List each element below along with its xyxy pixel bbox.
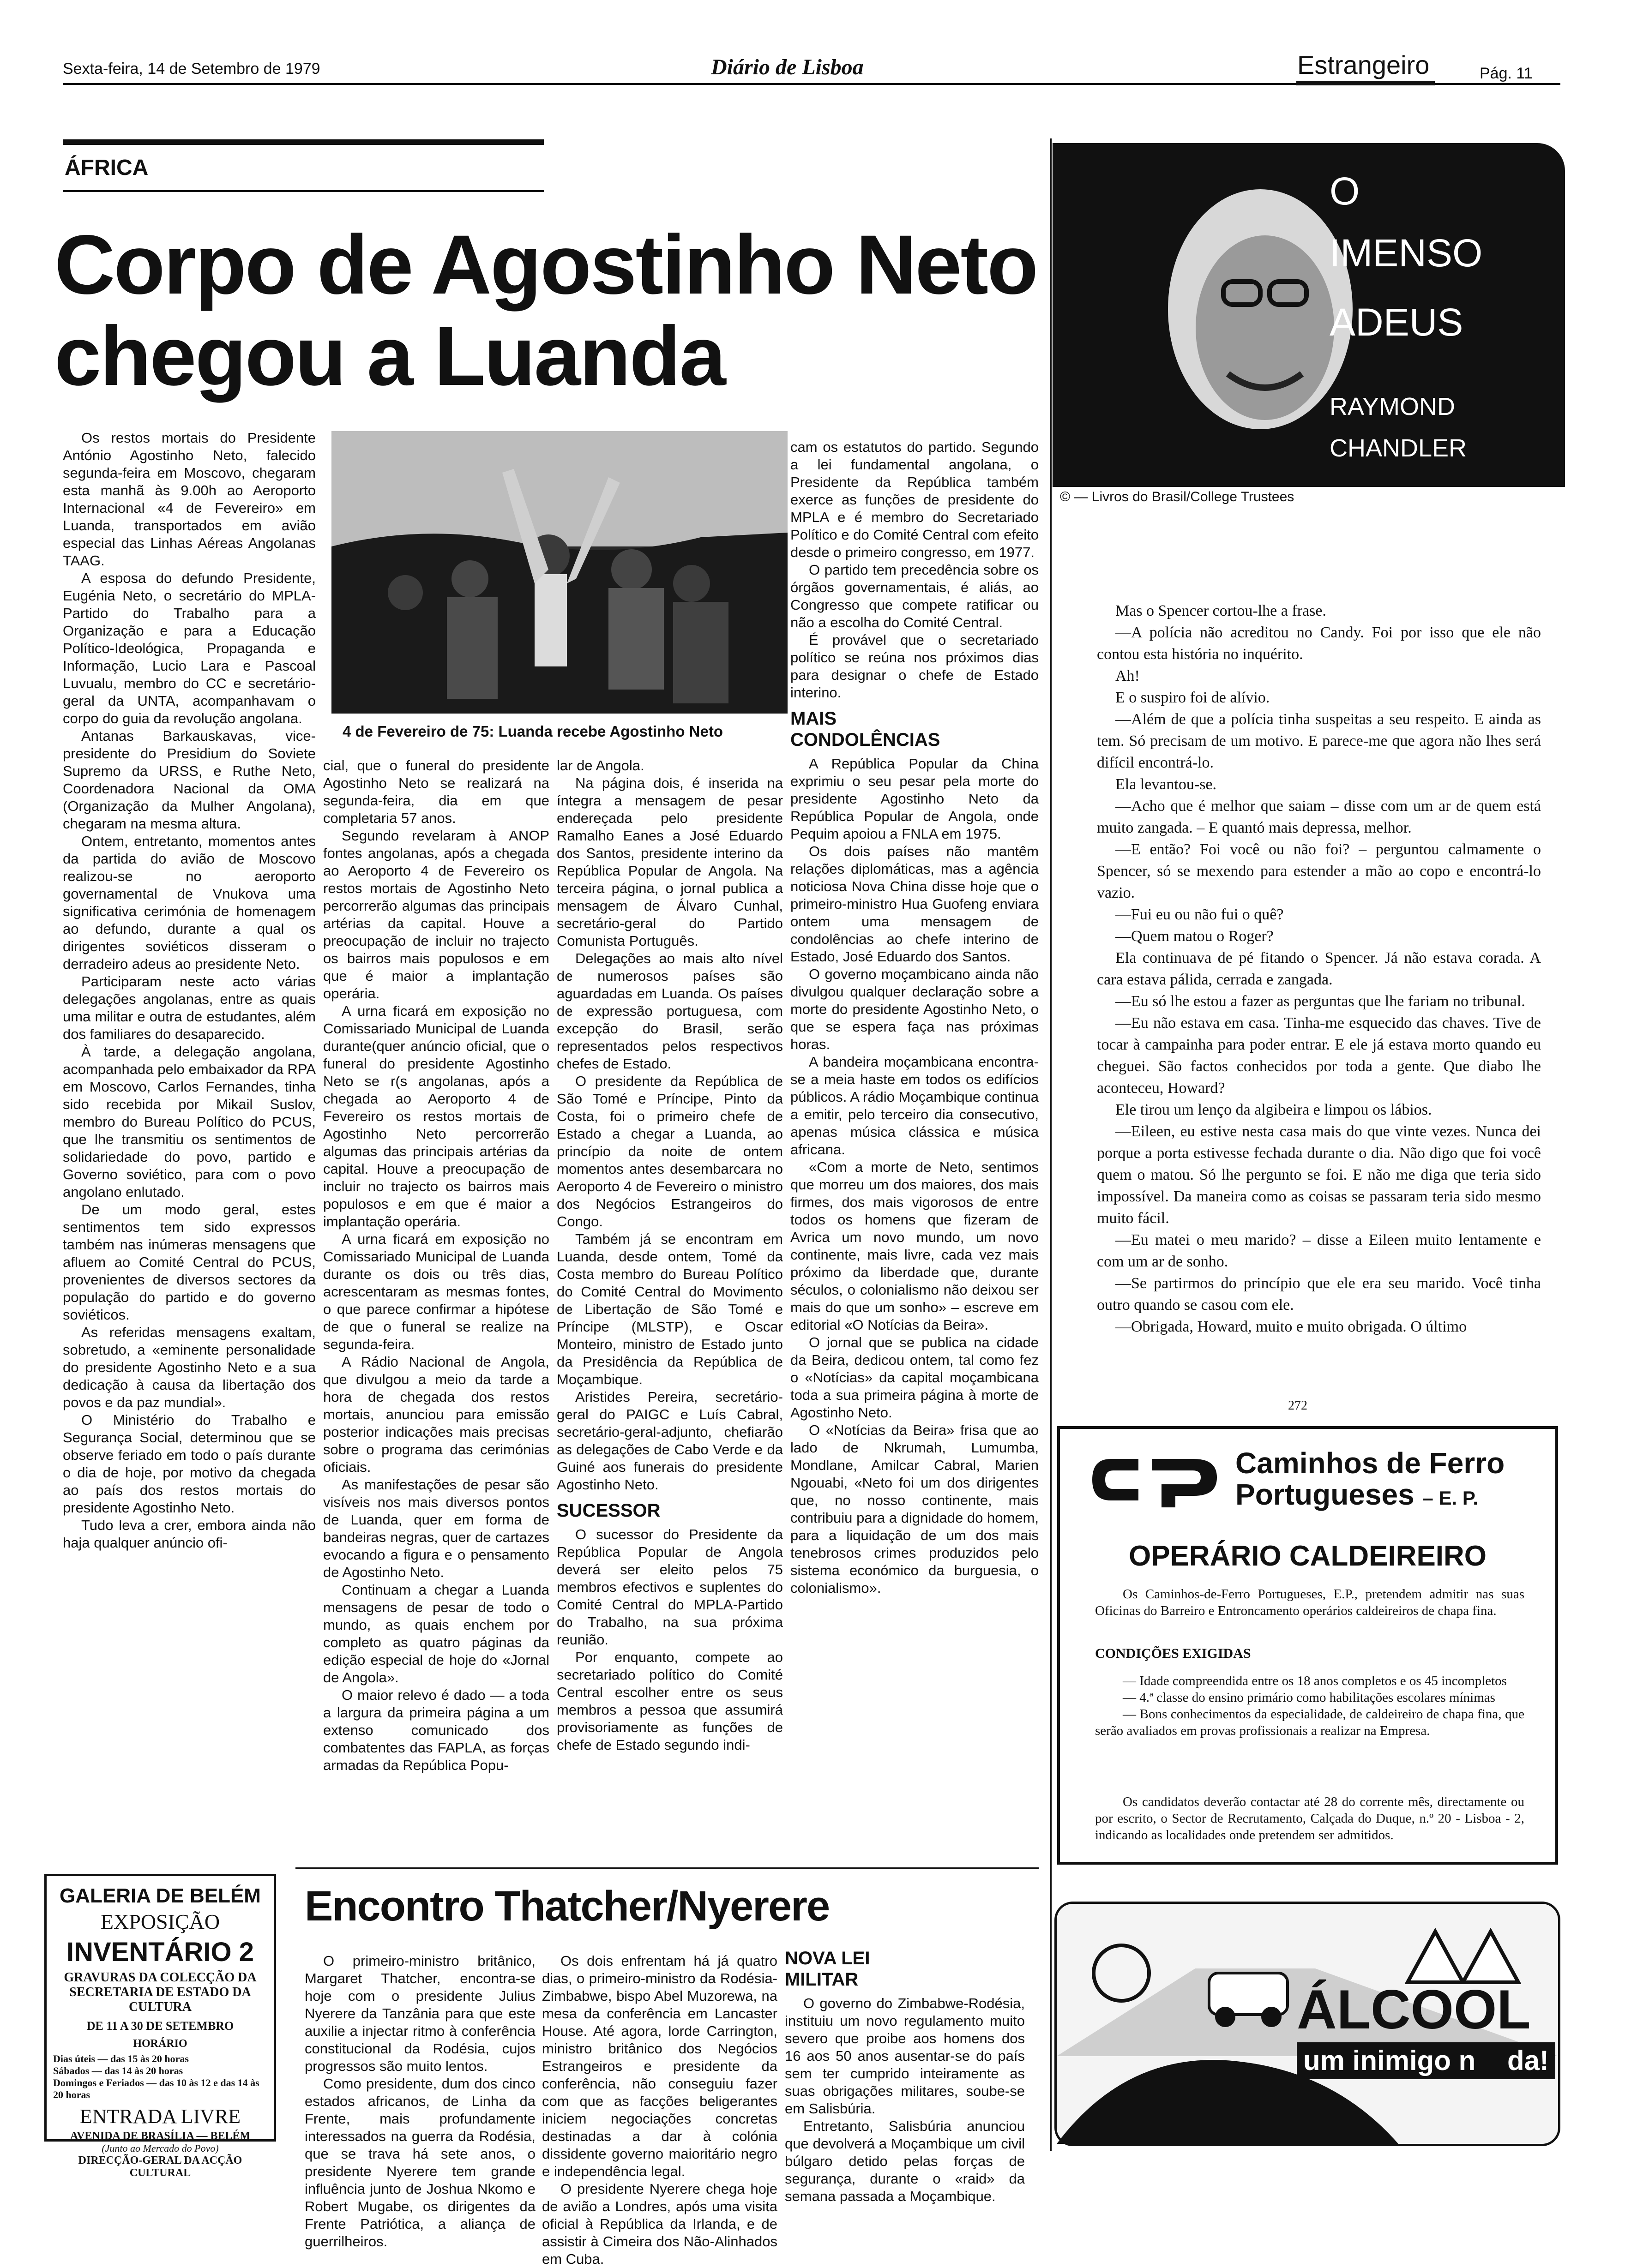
subhead-nova-lei-militar xyxy=(785,1948,1025,1990)
main-headline-line1: Corpo de Agostinho Neto xyxy=(54,217,1037,312)
gallery-hours xyxy=(53,2053,267,2101)
paragraph: A República Popular da China exprimiu o seu pesar pela morte do presidente Agostinho Neto da República Popular de Angola, onde Pequim apoiou a FNLA em 1975. xyxy=(790,756,1039,842)
gallery-address1: AVENIDA DE BRASÍLIA — BELÉM xyxy=(70,2130,251,2142)
cp-job-title: OPERÁRIO CALDEIREIRO xyxy=(1128,1540,1487,1572)
paragraph: Delegações ao mais alto nível de numerosos países são aguardadas em Luanda. Os países de expressão portuguesa, com excepção do Brasil, serão representados pelos respectivos chefes de Estado. xyxy=(557,950,783,1072)
subhead-mais-condolencias xyxy=(790,708,1039,750)
gallery-org: DIRECÇÃO-GERAL DA ACÇÃO CULTURAL xyxy=(78,2154,242,2179)
book-author-first: RAYMOND xyxy=(1330,393,1456,420)
paragraph: Ele tirou um lenço da algibeira e limpou os lábios. xyxy=(1115,1101,1432,1118)
gallery-desc: GRAVURAS DA COLECÇÃO DA SECRETARIA DE ESTADO DA CULTURA xyxy=(64,1970,257,2014)
book-copyright: © — Livros do Brasil/College Trustees xyxy=(1060,489,1294,504)
paragraph: —Eileen, eu estive nesta casa mais do que vinte vezes. Nunca dei porque a porta estivesse fechada durante o dia. Não digo que foi você quem o matou. Só lhe pergunto se foi. E não me diga que teria sido impossível. Da maneira como as coisas se passaram teria sido mesmo muito fácil. xyxy=(1097,1123,1541,1227)
paragraph: De um modo geral, estes sentimentos tem sido expressos também nas inúmeras mensagens que afluem ao Comité Central do PCUS, provenientes de diversos sectores da população do partido e do governo soviéticos. xyxy=(63,1201,316,1323)
subhead-line: NOVA LEI xyxy=(785,1948,870,1968)
book-title-o: O xyxy=(1330,169,1360,213)
main-col-1 xyxy=(63,429,316,1860)
cp-company-name: Portugueses xyxy=(1235,1478,1414,1511)
kicker-rule-bottom xyxy=(63,190,544,192)
gallery-hours-line: Domingos e Feriados — das 10 às 12 e das 14 às 20 horas xyxy=(53,2077,259,2100)
section-rule xyxy=(1296,81,1435,85)
cp-logo-icon xyxy=(1088,1452,1226,1507)
subhead-line: MILITAR xyxy=(785,1969,859,1990)
paragraph: Continuam a chegar a Luanda mensagens de pesar de todo o mundo, as quais enchem por completo as quatro páginas da edição especial de hoje do «Jornal de Angola». xyxy=(323,1582,549,1686)
paragraph: Mas o Spencer cortou-lhe a frase. xyxy=(1115,602,1326,619)
paragraph: O sucessor do Presidente da República Popular de Angola deverá ser eleito pelos 75 membros efectivos e suplentes do Comité Central do MPLA-Partido do Trabalho, na sua próxima reunião. xyxy=(557,1526,783,1648)
alcool-tagline-box xyxy=(1297,2042,1555,2079)
alcool-tagline-end: da! xyxy=(1507,2045,1549,2076)
gallery-title: GALERIA DE BELÉM xyxy=(60,1884,261,1907)
masthead-page: Pág. 11 xyxy=(1480,65,1533,82)
paragraph: Entretanto, Salisbúria anunciou que devolverá a Moçambique um civil búlgaro detido pelas forças de segurança, durante o «raid» da semana passada a Moçambique. xyxy=(785,2118,1025,2204)
paragraph: Segundo revelaram à ANOP fontes angolanas, após a chegada ao Aeroporto 4 de Fevereiro os restos mortais de Agostinho Neto percorrerão algumas das principais artérias da capital. Houve a preocupação de incluir no trajecto os bairros mais populosos e em que é maior a implantação operária. xyxy=(323,828,549,1002)
cp-company-line2 xyxy=(1235,1479,1478,1514)
paragraph: Ela levantou-se. xyxy=(1115,776,1217,793)
paragraph: Também já se encontram em Luanda, desde ontem, Tomé da Costa membro do Bureau Político do Comité Central do Movimento de Libertação de São Tomé e Príncipe (MLSTP), e Oscar Monteiro, ministro de Estado junto da Presidência da República de Moçambique. xyxy=(557,1231,783,1387)
paragraph: Os restos mortais do Presidente António Agostinho Neto, falecido segunda-feira em Moscovo, chegaram esta manhã às 9.00h ao Aeroporto Internacional «4 de Fevereiro» em Luanda, transportados em avião especial das Linhas Aéreas Angolanas TAAG. xyxy=(63,430,316,569)
subhead-line: MAIS xyxy=(790,708,837,729)
main-col-3 xyxy=(557,757,783,1860)
alcool-word: ÁLCOOL xyxy=(1297,1979,1531,2040)
thatcher-col-2 xyxy=(542,1952,777,2267)
cp-condition: — Idade compreendida entre os 18 anos completos e os 45 incompletos xyxy=(1123,1674,1507,1688)
paragraph: A urna ficará em exposição no Comissariado Municipal de Luanda durante(quer anúncio oficial, que o funeral do presidente Agostinho Neto se r(s angolanas, após a chegada ao Aeroporto 4 de Fevereiro os restos mortais de Agostinho Neto percorrerão algumas das principais artérias da capital. Houve a preocupação de incluir no trajecto os bairros mais populosos e em que é maior a implantação operária. xyxy=(323,1003,549,1230)
cp-conditions xyxy=(1095,1673,1524,1739)
gallery-exposicao: EXPOSIÇÃO xyxy=(100,1910,220,1933)
book-author-last: CHANDLER xyxy=(1330,434,1467,462)
book-text xyxy=(1097,600,1541,1338)
paragraph: O partido tem precedência sobre os órgãos governamentais, é aliás, ao Congresso que compete ratificar ou não a escolha do Comité Central. xyxy=(790,562,1039,630)
paragraph: —Eu matei o meu marido? – disse a Eileen muito lentamente e com um ar de sonho. xyxy=(1097,1231,1541,1270)
paragraph: —Além de que a polícia tinha suspeitas a seu respeito. E ainda as tem. Só precisam de um motivo. E parece-me que agora não lhes será difícil encontrá-lo. xyxy=(1097,711,1541,771)
paragraph: A bandeira moçambicana encontra-se a meia haste em todos os edifícios públicos. A rádio Moçambique continua a emitir, pelo terceiro dia consecutivo, apenas música clássica e música africana. xyxy=(790,1054,1039,1158)
cp-company-suffix: – E. P. xyxy=(1422,1487,1479,1509)
masthead-section: Estrangeiro xyxy=(1297,50,1430,79)
paragraph: Aristides Pereira, secretário-geral do PAIGC e Luís Cabral, secretário-geral-adjunto, chefiarão as delegações de Cabo Verde e da Guiné aos funerais do presidente Agostinho Neto. xyxy=(557,1389,783,1493)
book-title-adeus: ADEUS xyxy=(1330,300,1463,344)
paragraph: —Eu não estava em casa. Tinha-me esquecido das chaves. Tive de tocar à campainha para poder entrar. E ele já estava morto quando eu cheguei. São factos conhecidos por toda a gente. Que diabo lhe aconteceu, Howard? xyxy=(1097,1014,1541,1097)
cp-company-line1: Caminhos de Ferro xyxy=(1235,1446,1505,1480)
paragraph: A Rádio Nacional de Angola, que divulgou a meio da tarde a hora de chegada dos restos mortais, anunciou para emissão posterior indicações mais precisas sobre o programa das cerimónias oficiais. xyxy=(323,1354,549,1475)
main-col-4 xyxy=(790,438,1039,1860)
paragraph: As manifestações de pesar são visíveis nos mais diversos pontos de Luanda, quer em forma de bandeiras negras, quer de cartazes evocando a figura e o pensamento de Agostinho Neto. xyxy=(323,1476,549,1580)
cp-condition: — 4.ª classe do ensino primário como habilitações escolares mínimas xyxy=(1123,1690,1495,1705)
paragraph: A esposa do defundo Presidente, Eugénia Neto, o secretário do MPLA-Partido do Trabalho para a Organização e para a Educação Político-Ideológica, Propaganda e Informação, Lucio Lara e Pascoal Luvualu, membro do CC e secretário-geral da UNTA, acompanhavam o corpo do guia da revolução angolana. xyxy=(63,570,316,726)
cp-condition: — Bons conhecimentos da especialidade, de caldeireiro de chapa fina, que serão avaliados em provas profissionais a realizar na Empresa. xyxy=(1095,1707,1524,1738)
subhead-sucessor: SUCESSOR xyxy=(557,1500,661,1521)
paragraph: O primeiro-ministro britânico, Margaret Thatcher, encontra-se hoje com o presidente Julius Nyerere da Tanzânia para que este auxilie a injectar ritmo à conferência constitucional da Rodésia, cujos progressos são muito lentos. xyxy=(305,1953,536,2074)
gallery-entrada: ENTRADA LIVRE xyxy=(79,2105,241,2128)
gallery-address2: (Junto ao Mercado do Povo) xyxy=(102,2142,219,2154)
paragraph: O governo moçambicano ainda não divulgou qualquer declaração sobre a morte do presidente Agostinho Neto, o que se espera faça nas próximas horas. xyxy=(790,966,1039,1052)
paragraph: O jornal que se publica na cidade da Beira, dedicou ontem, tal como fez o «Notícias» da capital moçambicana toda a sua primeira página à morte de Agostinho Neto. xyxy=(790,1334,1039,1421)
neto-crowd-photo xyxy=(331,431,788,714)
cp-ad xyxy=(1057,1426,1558,1865)
paragraph: Como presidente, dum dos cinco estados africanos, de Linha da Frente, mais profundamente interessados na guerra da Rodésia, que se trava há sete anos, o presidente Nyerere tem grande influência junto de Joshua Nkomo e Robert Mugabe, os dirigentes da Frente Patriótica, a aliança de guerrilheiros. xyxy=(305,2076,536,2250)
paragraph: —A polícia não acreditou no Candy. Foi por isso que ele não contou esta história no inquérito. xyxy=(1097,624,1541,663)
alcool-tagline: um inimigo n xyxy=(1303,2045,1476,2076)
alcool-ad xyxy=(1054,1902,1560,2146)
paragraph: cial, que o funeral do presidente Agostinho Neto se realizará na segunda-feira, dia em que completaria 57 anos. xyxy=(323,757,549,826)
paragraph: —Quem matou o Roger? xyxy=(1115,928,1274,945)
paragraph: O presidente Nyerere chega hoje de avião a Londres, após uma visita oficial à República da Irlanda, e de assistir à Cimeira dos Não-Alinhados em Cuba. xyxy=(542,2181,777,2267)
paragraph: —Se partirmos do princípio que ele era seu marido. Você tinha outro quando se casou com ele. xyxy=(1097,1275,1541,1314)
paragraph: À tarde, a delegação angolana, acompanhada pelo embaixador da RPA em Moscovo, Carlos Fernandes, tinha sido recebida por Mikail Suslov, membro do Bureau Político do PCUS, que lhe transmitiu os sentimentos de solidariedade do povo, partido e Governo soviético, para com o povo angolano enlutado. xyxy=(63,1044,316,1200)
thatcher-rule xyxy=(295,1867,1039,1869)
paragraph: Os dois enfrentam há já quatro dias, o primeiro-ministro da Rodésia-Zimbabwe, bispo Abel Muzorewa, na mesa da conferência em Lancaster House. Até agora, lorde Carrington, ministro britânico dos Negócios Estrangeiros e presidente da conferência, não conseguiu fazer com que as facções beligerantes iniciem negociações concretas destinadas a dar à colónia dissidente governo maioritário negro e independência legal. xyxy=(542,1953,777,2179)
thatcher-col-1 xyxy=(305,1952,536,2250)
masthead-newspaper: Diário de Lisboa xyxy=(711,55,864,79)
paragraph: —Eu só lhe estou a fazer as perguntas que lhe fariam no tribunal. xyxy=(1115,993,1525,1010)
gallery-inventario: INVENTÁRIO 2 xyxy=(66,1937,254,1967)
main-headline-line2: chegou a Luanda xyxy=(54,309,725,403)
book-title-imenso: IMENSO xyxy=(1330,231,1483,275)
paragraph: Ontem, entretanto, momentos antes da partida do avião de Moscovo realizou-se no aeroporto governamental de Vnukova uma significativa cerimónia de homenagem ao defundo, durante a qual os dirigentes soviéticos disseram o derradeiro adeus ao presidente Neto. xyxy=(63,833,316,972)
paragraph: «Com a morte de Neto, sentimos que morreu um dos maiores, dos mais firmes, dos mais vigorosos de entre todos os homens que fizeram de Avrica um novo mundo, um novo continente, mais livre, cada vez mais próximo da liberdade que, durante séculos, o colonialismo não deixou ser mais do que um sonho» – escreve em editorial «O Notícias da Beira». xyxy=(790,1159,1039,1333)
book-page-number: 272 xyxy=(1288,1398,1307,1413)
cp-contact: Os candidatos deverão contactar até 28 do corrente mês, directamente ou por escrito, o Sector de Recrutamento, Calçada do Duque, n.º 20 - Lisboa - 2, indicando as localidades onde pretendem ser admitidos. xyxy=(1095,1794,1524,1842)
paragraph: Tudo leva a crer, embora ainda não haja qualquer anúncio ofi- xyxy=(63,1517,316,1551)
kicker-rule-top xyxy=(63,139,544,145)
subhead-line: CONDOLÊNCIAS xyxy=(790,730,940,750)
kicker: ÁFRICA xyxy=(65,156,149,180)
cp-conditions-title: CONDIÇÕES EXIGIDAS xyxy=(1095,1646,1251,1661)
paragraph: Antanas Barkauskavas, vice-presidente do Presidium do Soviete Supremo da URSS, e Ruthe Neto, Coordenadora Nacional da OMA (Organização da Mulher Angolana), chegaram na mesma altura. xyxy=(63,728,316,832)
paragraph: lar de Angola. xyxy=(557,757,644,774)
paragraph: As referidas mensagens exaltam, sobretudo, a «eminente personalidade do presidente Agostinho Neto e a sua dedicação à causa da libertação dos povos e da paz mundial». xyxy=(63,1324,316,1410)
paragraph: —Obrigada, Howard, muito e muito obrigada. O último xyxy=(1115,1318,1467,1335)
paragraph: Ah! xyxy=(1115,667,1140,684)
paragraph: O governo do Zimbabwe-Rodésia, instituiu um novo regulamento muito severo que proibe aos homens dos 16 aos 50 anos ausentar-se do país sem ter cumprido inteiramente as suas obrigações militares, soube-se em Salisbúria. xyxy=(785,1995,1025,2117)
right-column-divider xyxy=(1050,138,1052,2151)
gallery-ad xyxy=(44,1874,276,2179)
paragraph: Os dois países não mantêm relações diplomáticas, mas a agência noticiosa Nova China disse hoje que o primeiro-ministro Hua Guofeng enviara ontem uma mensagem de condolências ao chefe interino de Estado, José Eduardo dos Santos. xyxy=(790,843,1039,965)
paragraph: —E então? Foi você ou não foi? – perguntou calmamente o Spencer, só se mexendo para estender a mão ao copo e encontrá-lo vazio. xyxy=(1097,841,1541,901)
paragraph: O «Notícias da Beira» frisa que ao lado de Nkrumah, Lumumba, Mondlane, Amilcar Cabral, Marien Ngouabi, «Neto foi um dos dirigentes que, no nosso continente, mais contribuiu para a dignidade do homem, para a liquidação de um dos mais tenebrosos crimes produzidos pelo sistema económico da burguesia, o colonialismo». xyxy=(790,1422,1039,1596)
paragraph: Participaram neste acto várias delegações angolanas, entre as quais uma militar e outra de estudantes, além dos familiares do desaparecido. xyxy=(63,973,316,1042)
book-cover xyxy=(1053,143,1565,487)
gallery-horario: HORÁRIO xyxy=(133,2038,187,2050)
paragraph: Na página dois, é inserida na íntegra a mensagem de pesar endereçada pelo presidente Ramalho Eanes a José Eduardo dos Santos, presidente interino da República Popular de Angola. Na terceira página, o jornal publica a mensagem de Álvaro Cunhal, secretário-geral do Partido Comunista Português. xyxy=(557,775,783,949)
paragraph: O Ministério do Trabalho e Segurança Social, determinou que se observe feriado em todo o país durante o dia de hoje, por motivo da chegada ao país dos restos mortais do presidente Agostinho Neto. xyxy=(63,1412,316,1516)
cp-intro: Os Caminhos-de-Ferro Portugueses, E.P., pretendem admitir nas suas Oficinas do Barreiro e Entroncamento operários caldeireiros de chapa fina. xyxy=(1095,1587,1524,1618)
crowd-photo-art xyxy=(331,431,788,714)
paragraph: É provável que o secretariado político se reúna nos próximos dias para designar o chefe de Estado interino. xyxy=(790,632,1039,701)
paragraph: O maior relevo é dado — a toda a largura da primeira página a um extenso comunicado dos combatentes das FAPLA, as forças armadas da República Popu- xyxy=(323,1687,549,1773)
paragraph: Por enquanto, compete ao secretariado político do Comité Central escolher entre os seus membros a pessoa que assumirá provisoriamente as funções de chefe de Estado segundo indi- xyxy=(557,1649,783,1753)
gallery-dates: DE 11 A 30 DE SETEMBRO xyxy=(86,2019,234,2033)
photo-caption: 4 de Fevereiro de 75: Luanda recebe Agostinho Neto xyxy=(343,723,723,740)
main-col-2 xyxy=(323,757,549,1860)
paragraph: E o suspiro foi de alívio. xyxy=(1115,689,1270,706)
paragraph: —Fui eu ou não fui o quê? xyxy=(1115,906,1284,923)
paragraph: —Acho que é melhor que saiam – disse com um ar de quem está muito zangada. – E quantó mais depressa, melhor. xyxy=(1097,798,1541,836)
paragraph: cam os estatutos do partido. Segundo a lei fundamental angolana, o Presidente da República também exerce as funções de presidente do MPLA e é membro do Secretariado Político e do Comité Central com efeito desde o primeiro congresso, em 1977. xyxy=(790,439,1039,560)
paragraph: A urna ficará em exposição no Comissariado Municipal de Luanda durante os dois ou três dias, acrescentaram as mesmas fontes, o que parece confirmar a hipótese de que o funeral se realize na segunda-feira. xyxy=(323,1231,549,1352)
gallery-hours-line: Sábados — das 14 às 20 horas xyxy=(53,2065,183,2076)
paragraph: O presidente da República de São Tomé e Príncipe, Pinto da Costa, foi o primeiro chefe de Estado a chegar a Luanda, ao princípio da noite de ontem momentos antes desembarcara no Aeroporto 4 de Fevereiro o ministro dos Negócios Estrangeiros do Congo. xyxy=(557,1073,783,1230)
thatcher-col-3 xyxy=(785,1948,1025,2204)
thatcher-headline: Encontro Thatcher/Nyerere xyxy=(305,1883,830,1930)
masthead-date: Sexta-feira, 14 de Setembro de 1979 xyxy=(63,60,320,78)
paragraph: Ela continuava de pé fitando o Spencer. Já não estava corada. A cara estava pálida, cerrada e zangada. xyxy=(1097,949,1541,988)
gallery-hours-line: Dias úteis — das 15 às 20 horas xyxy=(53,2053,189,2064)
